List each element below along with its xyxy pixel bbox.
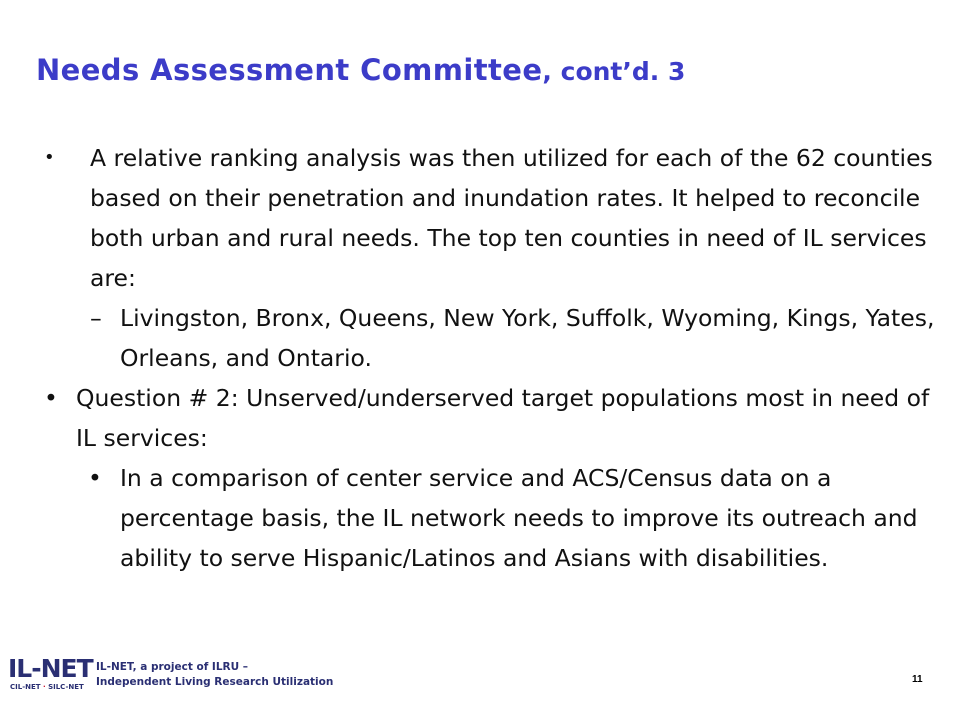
- il-net-logo: [8, 654, 93, 694]
- logo-sub-separator: ·: [40, 683, 49, 691]
- bullet-text: Question # 2: Unserved/underserved target populations most in need of IL services:: [76, 384, 930, 452]
- bullet-text: A relative ranking analysis was then utilized for each of the 62 counties based on their penetration and inundation rates. It helped to reconcile both urban and rural needs. The top ten counties in need of IL services are:: [90, 144, 933, 292]
- logo-text: IL-NET: [8, 654, 93, 683]
- tagline-line-1: IL-NET, a project of ILRU –: [96, 661, 249, 673]
- logo-sub-left: CIL-NET: [10, 683, 41, 691]
- bullet-marker: •: [44, 147, 55, 168]
- bullet-marker: •: [88, 464, 102, 492]
- slide-title: [36, 50, 685, 88]
- logo-subtitle: [10, 683, 84, 691]
- page-number: 11: [912, 674, 923, 685]
- slide-title-main: Needs Assessment Committee: [36, 53, 543, 87]
- footer-tagline: [96, 660, 333, 690]
- sub-bullet-text: Livingston, Bronx, Queens, New York, Suffolk, Wyoming, Kings, Yates, Orleans, and Ontario.: [120, 304, 935, 372]
- bullet-marker: •: [44, 384, 58, 412]
- sub-bullet-text: In a comparison of center service and ACS/Census data on a percentage basis, the IL network needs to improve its outreach and ability to serve Hispanic/Latinos and Asians with disabilities.: [120, 464, 918, 572]
- dash-marker: –: [90, 304, 102, 332]
- tagline-line-2: Independent Living Research Utilization: [96, 676, 334, 688]
- slide-title-suffix: , cont’d. 3: [542, 57, 686, 86]
- logo-sub-right: SILC-NET: [48, 683, 84, 691]
